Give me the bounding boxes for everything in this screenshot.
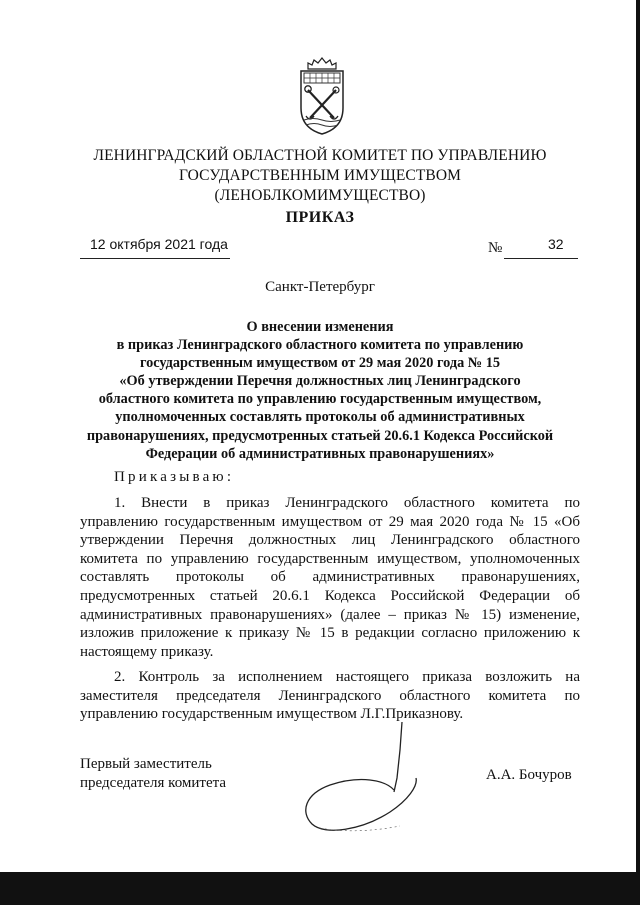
paragraph-1 [80, 494, 580, 661]
paragraph-line: управлению государственным имуществом Л.Г.Приказнову. [80, 706, 464, 723]
paragraph-line: изложив приложение к приказу № 15 в редакции согласно приложению к [80, 625, 580, 642]
subject-line: государственным имуществом от 29 мая 2020 года № 15 [139, 355, 501, 372]
paragraph-line: комитета по управлению государственным имуществом, уполномоченных [80, 550, 580, 567]
scan-edge-bottom [0, 872, 640, 905]
number-underline [504, 258, 578, 259]
paragraph-line: предусмотренных статьей 20.6.1 Кодекса Российской Федерации об [80, 587, 580, 604]
paragraph-line: управлению государственным имуществом от 29 мая 2020 года № 15 «Об [80, 513, 580, 530]
subject-line: Федерации об административных правонарушениях» [145, 445, 495, 462]
order-number: 32 [548, 236, 564, 252]
city: Санкт-Петербург [265, 279, 375, 295]
paragraph-line: заместителя председателя Ленинградского областного комитета по [80, 687, 580, 704]
paragraph-line: настоящему приказу. [80, 643, 214, 660]
subject-line: областного комитета по управлению государственным имуществом, [98, 391, 542, 408]
signatory-title-line-1: Первый заместитель [80, 756, 212, 772]
org-line-3: (ЛЕНОБЛКОМИМУЩЕСТВО) [214, 187, 426, 204]
date-underline [80, 258, 230, 259]
signatory-title-line-2: председателя комитета [80, 775, 227, 791]
signatory-title [80, 755, 226, 793]
paragraph-2 [80, 668, 580, 724]
order-date: 12 октября 2021 года [90, 236, 228, 252]
paragraph-line: административных правонарушениях» (далее – приказ № 15) изменение, [80, 606, 580, 623]
org-line-2: ГОСУДАРСТВЕННЫМ ИМУЩЕСТВОМ [178, 167, 462, 184]
subject-line: уполномоченных составлять протоколы об административных [115, 409, 525, 426]
order-number-label: № [488, 240, 503, 256]
scan-edge-right [636, 0, 640, 905]
signatory-name: А.А. Бочуров [486, 767, 572, 783]
handwritten-signature [290, 720, 430, 845]
subject-line: в приказ Ленинградского областного комитета по управлению [116, 337, 524, 354]
order-verb: Приказываю: [114, 469, 235, 485]
paragraph-line: составлять протоколы об административных правонарушениях, [80, 569, 580, 586]
organization-name [60, 146, 580, 206]
paragraph-line: 1. Внести в приказ Ленинградского областного комитета по [114, 495, 580, 511]
subject-line: правонарушениях, предусмотренных статьей 20.6.1 Кодекса Российской [86, 427, 554, 444]
paragraph-line: 2. Контроль за исполнением настоящего приказа возложить на [114, 669, 580, 685]
document-type: ПРИКАЗ [285, 209, 355, 226]
subject-line: О внесении изменения [246, 319, 394, 335]
paragraph-line: утверждении Перечня должностных лиц Ленинградского областного [80, 532, 580, 549]
coat-of-arms-icon [296, 56, 348, 136]
subject-line: «Об утверждении Перечня должностных лиц Ленинградского [119, 373, 521, 390]
org-line-1: ЛЕНИНГРАДСКИЙ ОБЛАСТНОЙ КОМИТЕТ ПО УПРАВЛЕНИЮ [93, 147, 547, 164]
order-subject [60, 318, 580, 463]
